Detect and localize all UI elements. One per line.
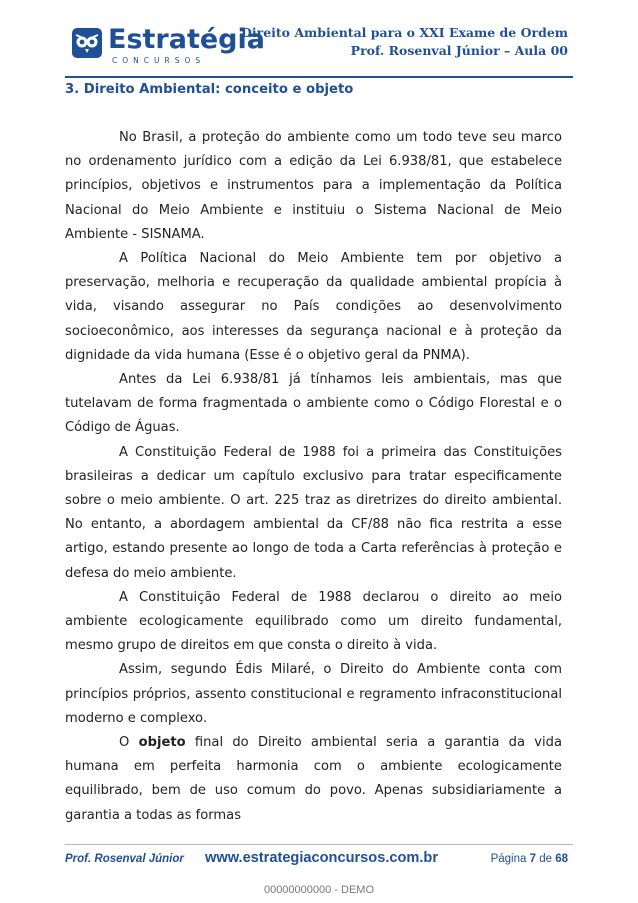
estrategia-logo <box>72 24 265 70</box>
course-title: Direito Ambiental para o XXI Exame de Ordem <box>241 25 568 40</box>
bold-term: objeto <box>138 735 186 751</box>
website-link[interactable]: www.estrategiaconcursos.com.br <box>205 850 439 866</box>
owl-logo-icon <box>72 28 102 58</box>
page-indicator <box>491 853 568 865</box>
course-author: Prof. Rosenval Júnior – Aula 00 <box>350 43 568 58</box>
paragraph: A Constituição Federal de 1988 foi a primeira das Constituições brasileiras a dedicar um capítulo exclusivo para tratar especificamente sobre o meio ambiente. O art. 225 traz as diretrizes do direito ambiental. No entanto, a abordagem ambiental da CF/88 não fica restrita a esse artigo, estando presente ao longo de toda a Carta referências à proteção e defesa do meio ambiente. <box>65 444 562 581</box>
course-header <box>241 24 568 60</box>
paragraph: A Política Nacional do Meio Ambiente tem por objetivo a preservação, melhoria e recuperação da qualidade ambiental propícia à vida, visando assegurar no País condições ao desenvolvimento socioeconômico, aos interesses da segurança nacional e à proteção da dignidade da vida humana (Esse é o objetivo geral da PNMA). <box>65 251 562 363</box>
demo-watermark: 00000000000 - DEMO <box>263 884 375 896</box>
section-title: 3. Direito Ambiental: conceito e objeto <box>65 82 354 97</box>
page-number: 7 <box>529 853 536 865</box>
header-divider <box>65 76 573 78</box>
footer-divider <box>65 844 573 845</box>
page-total: 68 <box>555 853 568 865</box>
page-of: de <box>539 853 552 865</box>
paragraph: No Brasil, a proteção do ambiente como um todo teve seu marco no ordenamento jurídico com a edição da Lei 6.938/81, que estabelece princípios, objetivos e instrumentos para a implementação da Política Nacional do Meio Ambiente e instituiu o Sistema Nacional de Meio Ambiente - SISNAMA. <box>65 130 562 242</box>
paragraph-last <box>65 731 562 828</box>
paragraph: Antes da Lei 6.938/81 já tínhamos leis ambientais, mas que tutelavam de forma fragmentada o ambiente como o Código Florestal e o Código de Águas. <box>65 372 562 436</box>
paragraph: A Constituição Federal de 1988 declarou o direito ao meio ambiente ecologicamente equilibrado como um direito fundamental, mesmo grupo de direitos em que consta o direito à vida. <box>65 589 562 654</box>
text-run: O <box>119 735 139 751</box>
logo-brand-text: Estratégia <box>108 24 265 55</box>
logo-sub-text: CONCURSOS <box>112 56 206 65</box>
page-label: Página <box>490 853 527 865</box>
text-run: final do Direito ambiental seria a garantia da vida humana em perfeita harmonia com o ambiente ecologicamente equilibrado, bem de uso comum do povo. Apenas subsidiariamente a garantia a todas as formas <box>65 735 562 823</box>
footer-author: Prof. Rosenval Júnior <box>65 853 184 865</box>
paragraph: Assim, segundo Édis Milaré, o Direito do Ambiente conta com princípios próprios, assento constitucional e regramento infraconstitucional moderno e complexo. <box>65 662 562 726</box>
body-text <box>65 126 562 828</box>
